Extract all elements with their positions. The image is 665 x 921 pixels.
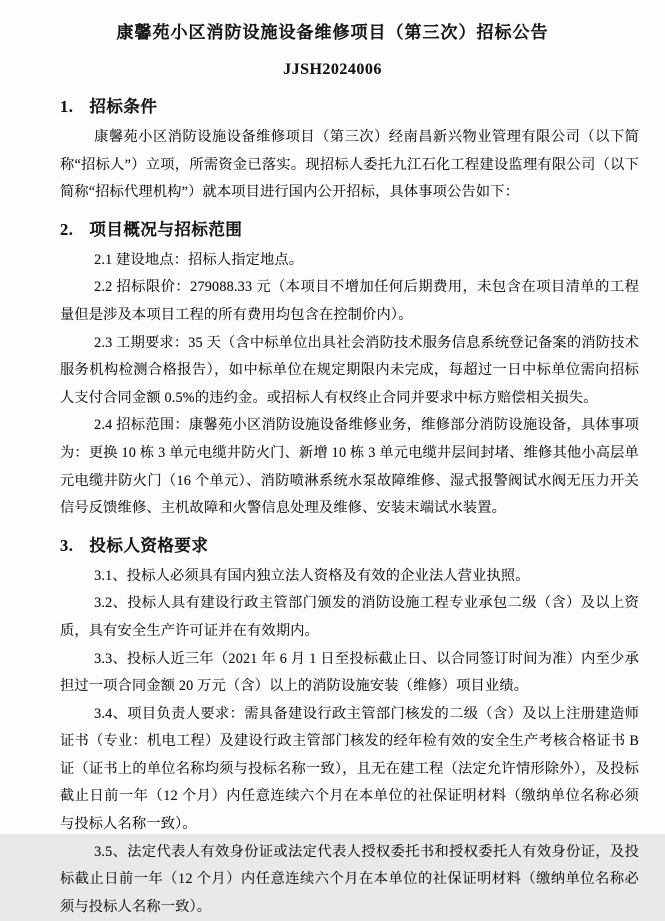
section-title-3: 投标人资格要求 <box>89 535 209 555</box>
paragraph-2-3: 2.3 工期要求：35 天（含中标单位出具社会消防技术服务信息系统登记备案的消防技术服务机构检测合格报告），如中标单位在规定期限内未完成，每超过一日中标单位需向招标人支付合同金额 0.5%的违约金。或招标人有权终止合同并要求中标方赔偿相关损失。 <box>60 334 639 406</box>
document-title: 康馨苑小区消防设施设备维修项目（第三次）招标公告 <box>116 23 549 42</box>
section-number-1: 1. <box>60 97 74 116</box>
paragraph: 康馨苑小区消防设施设备维修项目（第三次）经南昌新兴物业管理有限公司（以下简称“招标人”）立项，所需资金已落实。现招标人委托九江石化工程建设监理有限公司（以下简称“招标代理机构”）就本项目进行国内公开招标，具体事项公告如下： <box>60 129 639 201</box>
paragraph-3-1: 3.1、投标人必须具有国内独立法人资格及有效的企业法人营业执照。 <box>94 567 530 584</box>
paragraph-2-4: 2.4 招标范围：康馨苑小区消防设施设备维修业务，维修部分消防设施设备，具体事项为：更换 10 栋 3 单元电缆井防火门、新增 10 栋 3 单元电缆井层间封堵、维修其他小高层单元电缆井防火门（16 个单元）、消防喷淋系统水泵故障维修、湿式报警阀试水阀无压力开关信号反馈维修、主机故障和火警信息处理及维修、安装末端试水装置。 <box>60 417 639 517</box>
section-heading-1 <box>60 94 639 120</box>
section-title-2: 项目概况与招标范围 <box>89 219 243 239</box>
paragraph-3-5: 3.5、法定代表人有效身份证或法定代表人授权委托书和授权委托人有效身份证，及投标截止日前一年（12 个月）内任意连续六个月在本单位的社保证明材料（缴纳单位名称必须与投标人名称一致）。 <box>60 843 639 915</box>
document-number: JJSH2024006 <box>283 61 382 78</box>
paragraph-2-2: 2.2 招标限价：279088.33 元（本项目不增加任何后期费用，未包含在项目清单的工程量但是涉及本项目工程的所有费用均包含在控制价内）。 <box>60 279 639 323</box>
section-bidder-qualifications <box>60 533 639 921</box>
paragraph-3-3: 3.3、投标人近三年（2021 年 6 月 1 日至投标截止日、以合同签订时间为准）内至少承担过一项合同金额 20 万元（含）以上的消防设施安装（维修）项目业绩。 <box>60 650 639 695</box>
section-heading-2 <box>60 217 639 243</box>
section-bidding-conditions <box>60 94 639 207</box>
section-number-2: 2. <box>60 219 74 239</box>
paragraph-2-1: 2.1 建设地点：招标人指定地点。 <box>94 251 304 268</box>
section-project-overview <box>60 217 639 523</box>
paragraph-3-2: 3.2、投标人具有建设行政主管部门颁发的消防设施工程专业承包二级（含）及以上资质，具有安全生产许可证并在有效期内。 <box>60 595 639 639</box>
section-heading-3 <box>60 533 639 559</box>
section-number-3: 3. <box>60 535 74 555</box>
section-title-1: 招标条件 <box>89 97 158 116</box>
paragraph-3-4: 3.4、项目负责人要求：需具备建设行政主管部门核发的二级（含）及以上注册建造师证书（专业：机电工程）及建设行政主管部门核发的经年检有效的安全生产考核合格证书 B 证（证书上的单位名称均须与投标名称一致），且无在建工程（法定允许情形除外），及投标截止日前一年（12 个月）内任意连续六个月在本单位的社保证明材料（缴纳单位名称必须与投标人名称一致）。 <box>60 705 639 833</box>
